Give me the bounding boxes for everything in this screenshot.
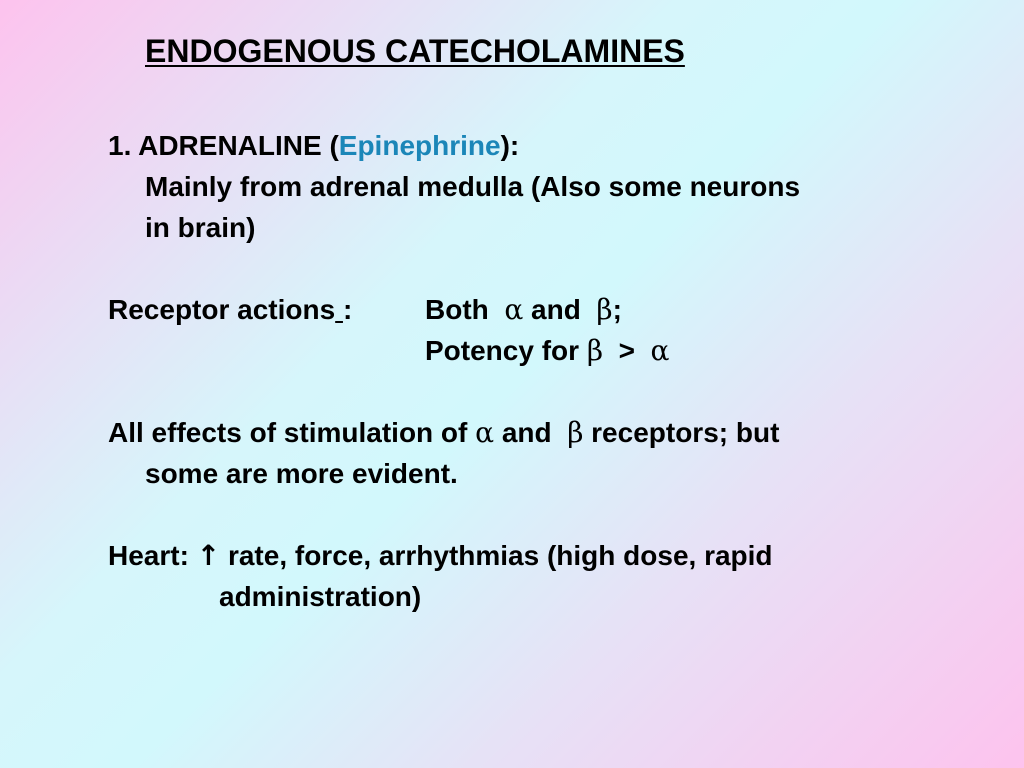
receptor-both-line bbox=[425, 290, 622, 330]
receptor-colon: : bbox=[342, 294, 353, 325]
potency-greater-than: > bbox=[618, 335, 635, 366]
item1-label-accent: Epinephrine bbox=[338, 130, 501, 161]
heart-label: Heart: bbox=[108, 540, 189, 571]
effects-alpha-symbol: α bbox=[475, 416, 495, 449]
heart-line1 bbox=[108, 536, 773, 576]
receptor-label: Receptor actions bbox=[108, 294, 336, 325]
slide-title: ENDOGENOUS CATECHOLAMINES bbox=[145, 33, 685, 69]
beta-symbol: β bbox=[596, 293, 613, 326]
effects-text1: All effects of stimulation of bbox=[108, 417, 468, 448]
item1-label-after: ): bbox=[500, 130, 520, 161]
item1-heading bbox=[108, 126, 519, 166]
receptor-potency-line bbox=[425, 331, 669, 371]
potency-text: Potency for bbox=[425, 335, 580, 366]
heart-line2: administration) bbox=[219, 581, 422, 612]
effects-and: and bbox=[501, 417, 552, 448]
item1-line2: Mainly from adrenal medulla (Also some neurons bbox=[145, 171, 801, 202]
potency-alpha-symbol: α bbox=[650, 334, 670, 367]
receptor-both-text: Both bbox=[425, 294, 489, 325]
receptor-semicolon: ; bbox=[612, 294, 622, 325]
item1-line3: in brain) bbox=[145, 212, 256, 243]
item1-label-before: ADRENALINE ( bbox=[138, 130, 339, 161]
heart-text: rate, force, arrhythmias (high dose, rapid bbox=[227, 540, 773, 571]
effects-line1 bbox=[108, 413, 779, 453]
effects-beta-symbol: β bbox=[567, 416, 584, 449]
up-arrow-icon: ↑ bbox=[196, 539, 221, 572]
potency-beta-symbol: β bbox=[586, 334, 603, 367]
effects-line2: some are more evident. bbox=[145, 458, 458, 489]
item1-number: 1. bbox=[108, 130, 132, 161]
receptor-underlined-space bbox=[335, 294, 343, 325]
receptor-and: and bbox=[531, 294, 581, 325]
effects-text2: receptors; but bbox=[591, 417, 780, 448]
receptor-actions-line bbox=[108, 290, 352, 330]
alpha-symbol: α bbox=[504, 293, 524, 326]
